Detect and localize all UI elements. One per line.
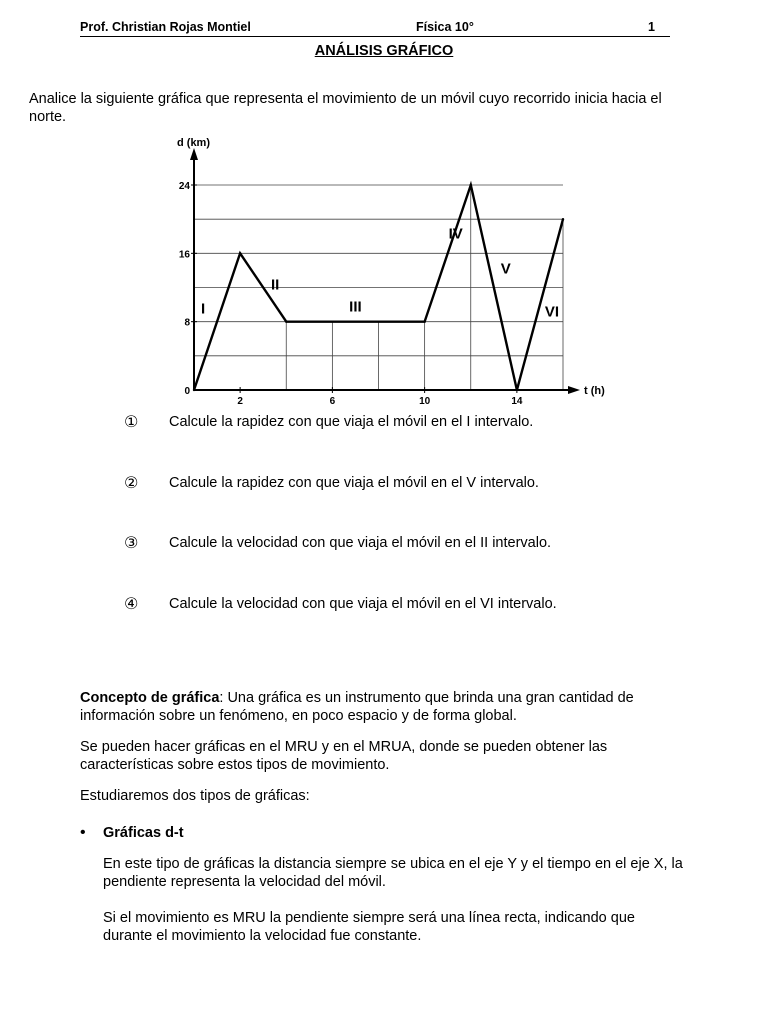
question-2-text: Calcule la rapidez con que viaja el móvil en el V intervalo.	[169, 475, 539, 491]
concepto-term: Concepto de gráfica	[80, 690, 220, 706]
interval-label-IV: IV	[448, 225, 463, 243]
data-point	[516, 389, 518, 391]
interval-label-V: V	[500, 260, 511, 278]
interval-label-II: II	[271, 276, 280, 294]
x-tick-6: 6	[329, 396, 336, 407]
y-tick-16: 16	[178, 249, 190, 261]
question-4-number: ④	[124, 594, 139, 613]
question-2-number: ②	[124, 473, 139, 492]
question-3-number: ③	[124, 533, 139, 552]
question-1-text: Calcule la rapidez con que viaja el móvil en el I intervalo.	[169, 414, 534, 430]
data-point	[193, 389, 195, 391]
chart-axes	[177, 137, 605, 397]
data-point	[239, 252, 241, 254]
x-axis-label: t (h)	[584, 385, 605, 397]
y-axis-label: d (km)	[177, 137, 210, 149]
interval-label-I: I	[200, 300, 206, 318]
concepto-paragraph	[80, 689, 680, 725]
bullet-symbol: •	[80, 824, 86, 841]
recta-paragraph: Si el movimiento es MRU la pendiente siempre será una línea recta, indicando que durante el movimiento la velocidad fue constante.	[103, 910, 635, 944]
concepto-text: : Una gráfica es un instrumento que brinda una gran cantidad de información sobre un fenómeno, en poco espacio y de forma global.	[80, 690, 634, 724]
question-3-text: Calcule la velocidad con que viaja el móvil en el II intervalo.	[169, 535, 552, 551]
header-author: Prof. Christian Rojas Montiel	[80, 20, 251, 34]
interval-label-III: III	[349, 298, 362, 316]
data-point	[423, 320, 425, 322]
y-axis-arrow	[190, 148, 198, 160]
y-tick-24: 24	[178, 181, 190, 192]
header-subject: Física 10°	[416, 20, 474, 34]
chart-grid	[194, 185, 563, 390]
data-point	[470, 184, 472, 186]
interval-label-VI: VI	[544, 303, 560, 321]
page-header	[80, 18, 670, 37]
x-tick-2: 2	[237, 396, 243, 407]
data-point	[285, 320, 287, 322]
x-tick-10: 10	[419, 396, 431, 407]
question-1-number: ①	[124, 412, 139, 431]
dt-paragraph: En este tipo de gráficas la distancia siempre se ubica en el eje Y y el tiempo en el eje X, la pendiente representa la velocidad del móvil.	[103, 856, 683, 890]
x-axis-arrow	[568, 386, 580, 394]
x-tick-14: 14	[511, 396, 523, 407]
bullet-label: Gráficas d-t	[103, 825, 184, 841]
y-tick-0: 0	[184, 386, 190, 397]
intro-paragraph: Analice la siguiente gráfica que representa el movimiento de un móvil cuyo recorrido inicia hacia el norte.	[29, 91, 662, 125]
mru-paragraph: Se pueden hacer gráficas en el MRU y en el MRUA, donde se pueden obtener las características sobre estos tipos de movimiento.	[80, 739, 608, 773]
distance-time-chart	[0, 130, 768, 410]
data-point	[562, 218, 564, 220]
page-title: ANÁLISIS GRÁFICO	[314, 43, 454, 59]
question-4-text: Calcule la velocidad con que viaja el móvil en el VI intervalo.	[169, 596, 557, 612]
chart-ticks	[179, 181, 523, 407]
header-page-number: 1	[648, 20, 655, 34]
y-tick-8: 8	[184, 317, 190, 329]
tipos-paragraph: Estudiaremos dos tipos de gráficas:	[80, 788, 310, 804]
